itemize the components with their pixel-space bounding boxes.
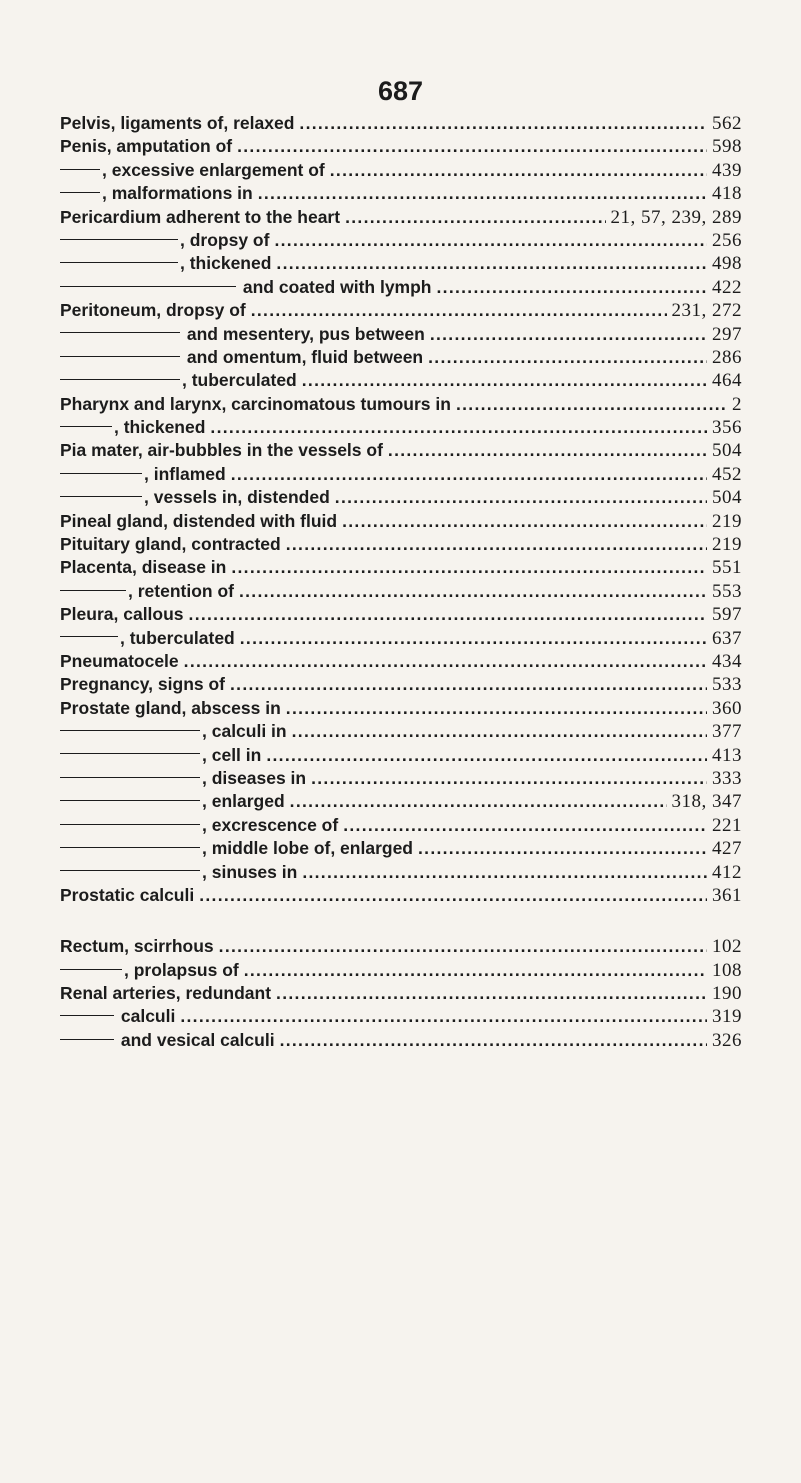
dot-leaders xyxy=(335,486,707,509)
ditto-dash xyxy=(60,636,118,637)
entry-pages: 413 xyxy=(712,744,742,766)
entry-pages: 427 xyxy=(712,838,742,860)
entry-text: Placenta, disease in xyxy=(60,557,227,578)
ditto-dash xyxy=(60,870,200,871)
entry-label xyxy=(60,814,338,837)
entry-text: , dropsy of xyxy=(180,229,270,250)
entry-text: , excessive enlargement of xyxy=(102,159,325,180)
entry-text: , prolapsus of xyxy=(124,959,239,980)
entry-label xyxy=(60,861,297,884)
dot-leaders xyxy=(251,299,667,322)
dot-leaders xyxy=(199,884,707,907)
dot-leaders xyxy=(276,252,707,275)
entry-label xyxy=(60,206,340,229)
dot-leaders xyxy=(330,159,707,182)
page-number: 687 xyxy=(377,76,424,106)
entry-label xyxy=(60,393,451,416)
entry-pages: 551 xyxy=(712,557,742,579)
index-entry xyxy=(60,369,742,392)
entry-label xyxy=(60,744,261,767)
entry-label xyxy=(60,767,306,790)
entry-label xyxy=(60,369,297,392)
dot-leaders xyxy=(274,229,707,252)
entry-pages: 219 xyxy=(712,534,742,556)
entry-text: Peritoneum, dropsy of xyxy=(60,300,246,321)
dot-leaders xyxy=(219,935,707,958)
dot-leaders xyxy=(418,837,707,860)
entry-pages: 297 xyxy=(712,323,742,345)
entry-text: , thickened xyxy=(114,417,206,438)
entry-pages: 219 xyxy=(712,510,742,532)
dot-leaders xyxy=(184,650,707,673)
ditto-dash xyxy=(60,777,200,778)
entry-label xyxy=(60,837,413,860)
ditto-dash xyxy=(60,356,180,357)
ditto-dash xyxy=(60,496,142,497)
dot-leaders xyxy=(345,206,605,229)
ditto-dash xyxy=(60,286,236,287)
ditto-dash xyxy=(60,590,126,591)
entry-label xyxy=(60,486,330,509)
dot-leaders xyxy=(189,603,707,626)
dot-leaders xyxy=(343,814,707,837)
entry-pages: 319 xyxy=(712,1006,742,1028)
dot-leaders xyxy=(230,673,707,696)
dot-leaders xyxy=(266,744,707,767)
entry-label xyxy=(60,463,226,486)
ditto-dash xyxy=(60,239,178,240)
entry-pages: 504 xyxy=(712,487,742,509)
dot-leaders xyxy=(428,346,707,369)
dot-leaders xyxy=(258,182,707,205)
ditto-dash xyxy=(60,969,122,970)
ditto-dash xyxy=(60,262,178,263)
index-entry xyxy=(60,206,742,229)
index-entry xyxy=(60,463,742,486)
index-entry xyxy=(60,814,742,837)
dot-leaders xyxy=(286,533,707,556)
entry-label xyxy=(60,697,281,720)
index-entry xyxy=(60,1029,742,1052)
index-entry xyxy=(60,393,742,416)
entry-pages: 418 xyxy=(712,183,742,205)
entry-pages: 102 xyxy=(712,936,742,958)
entry-pages: 434 xyxy=(712,650,742,672)
entry-pages: 360 xyxy=(712,697,742,719)
index-entry xyxy=(60,439,742,462)
dot-leaders xyxy=(231,463,707,486)
section-gap xyxy=(60,907,742,935)
dot-leaders xyxy=(302,861,707,884)
entry-pages: 377 xyxy=(712,721,742,743)
index-entry xyxy=(60,884,742,907)
index-entry xyxy=(60,346,742,369)
ditto-dash xyxy=(60,1039,114,1040)
index-entry xyxy=(60,135,742,158)
index-entry xyxy=(60,252,742,275)
entry-label xyxy=(60,627,235,650)
entry-text: Pharynx and larynx, carcinomatous tumours in xyxy=(60,393,451,414)
ditto-dash xyxy=(60,824,200,825)
ditto-dash xyxy=(60,169,100,170)
entry-label xyxy=(60,1029,275,1052)
entry-label xyxy=(60,182,253,205)
entry-pages: 286 xyxy=(712,346,742,368)
dot-leaders xyxy=(280,1029,707,1052)
entry-pages: 190 xyxy=(712,983,742,1005)
index-entry xyxy=(60,416,742,439)
entry-text: Prostatic calculi xyxy=(60,884,195,905)
index-entry xyxy=(60,861,742,884)
entry-pages: 108 xyxy=(712,959,742,981)
entry-label xyxy=(60,533,281,556)
index-entry xyxy=(60,182,742,205)
index-entry xyxy=(60,1005,742,1028)
index-group-p xyxy=(60,112,742,907)
entry-pages: 464 xyxy=(712,370,742,392)
index-entry xyxy=(60,767,742,790)
entry-pages: 637 xyxy=(712,627,742,649)
entry-pages: 21, 57, 239, 289 xyxy=(610,206,742,228)
entry-label xyxy=(60,603,184,626)
index-entry xyxy=(60,159,742,182)
index-entry xyxy=(60,673,742,696)
index-entry xyxy=(60,650,742,673)
dot-leaders xyxy=(292,720,707,743)
entry-label xyxy=(60,439,383,462)
index-entry xyxy=(60,837,742,860)
entry-pages: 533 xyxy=(712,674,742,696)
index-entry xyxy=(60,299,742,322)
index-entry xyxy=(60,533,742,556)
index-entry xyxy=(60,720,742,743)
entry-pages: 356 xyxy=(712,417,742,439)
entry-pages: 598 xyxy=(712,136,742,158)
index-entry xyxy=(60,982,742,1005)
ditto-dash xyxy=(60,332,180,333)
entry-pages: 326 xyxy=(712,1029,742,1051)
entry-label xyxy=(60,299,246,322)
dot-leaders xyxy=(210,416,707,439)
entry-label xyxy=(60,252,271,275)
dot-leaders xyxy=(388,439,707,462)
entry-pages: 562 xyxy=(712,113,742,134)
index-entry xyxy=(60,627,742,650)
ditto-dash xyxy=(60,800,200,801)
entry-label xyxy=(60,790,285,813)
entry-label xyxy=(60,650,179,673)
entry-pages: 498 xyxy=(712,253,742,275)
entry-text: , tuberculated xyxy=(182,370,297,391)
index-entry xyxy=(60,790,742,813)
entry-label xyxy=(60,884,194,907)
entry-pages: 2 xyxy=(732,393,742,415)
index-entry xyxy=(60,603,742,626)
index-entry xyxy=(60,580,742,603)
entry-text: , retention of xyxy=(128,580,234,601)
dot-leaders xyxy=(430,323,707,346)
entry-label xyxy=(60,416,205,439)
entry-text: Pneumatocele xyxy=(60,650,179,671)
entry-pages: 412 xyxy=(712,861,742,883)
entry-text: Penis, amputation of xyxy=(60,136,233,157)
entry-text: Pregnancy, signs of xyxy=(60,674,225,695)
dot-leaders xyxy=(231,556,707,579)
dot-leaders xyxy=(239,580,707,603)
entry-pages: 318, 347 xyxy=(671,791,742,813)
entry-pages: 231, 272 xyxy=(671,300,742,322)
entry-label xyxy=(60,673,225,696)
entry-label xyxy=(60,556,226,579)
entry-pages: 439 xyxy=(712,159,742,181)
entry-label xyxy=(60,580,234,603)
dot-leaders xyxy=(302,369,707,392)
entry-pages: 361 xyxy=(712,884,742,906)
dot-leaders xyxy=(299,112,707,135)
index-entry xyxy=(60,229,742,252)
dot-leaders xyxy=(456,393,727,416)
dot-leaders xyxy=(286,697,707,720)
entry-text: , malformations in xyxy=(102,183,253,204)
dot-leaders xyxy=(311,767,707,790)
entry-text: Pituitary gland, contracted xyxy=(60,534,281,555)
entry-label xyxy=(60,1005,175,1028)
index-entry xyxy=(60,959,742,982)
ditto-dash xyxy=(60,426,112,427)
entry-text: , sinuses in xyxy=(202,861,298,882)
entry-label xyxy=(60,229,269,252)
dot-leaders xyxy=(290,790,667,813)
index-group-r xyxy=(60,935,742,1052)
index-entry xyxy=(60,486,742,509)
entry-text: and coated with lymph xyxy=(238,276,432,297)
ditto-dash xyxy=(60,192,100,193)
entry-pages: 597 xyxy=(712,604,742,626)
entry-text: Pericardium adherent to the heart xyxy=(60,206,341,227)
ditto-dash xyxy=(60,379,180,380)
entry-text: , cell in xyxy=(202,744,262,765)
index-entry xyxy=(60,556,742,579)
dot-leaders xyxy=(180,1005,707,1028)
entry-label xyxy=(60,720,287,743)
entry-pages: 422 xyxy=(712,276,742,298)
dot-leaders xyxy=(240,627,707,650)
entry-text: and vesical calculi xyxy=(116,1029,275,1050)
entry-text: Rectum, scirrhous xyxy=(60,936,214,957)
entry-label xyxy=(60,276,432,299)
entry-pages: 553 xyxy=(712,580,742,602)
entry-pages: 452 xyxy=(712,463,742,485)
entry-text: , vessels in, distended xyxy=(144,487,330,508)
dot-leaders xyxy=(437,276,708,299)
index-entry xyxy=(60,935,742,958)
index-entry xyxy=(60,510,742,533)
entry-text: , diseases in xyxy=(202,767,307,788)
entry-text: Renal arteries, redundant xyxy=(60,983,272,1004)
ditto-dash xyxy=(60,753,200,754)
entry-label xyxy=(60,159,325,182)
entry-label xyxy=(60,346,423,369)
entry-text: Pleura, callous xyxy=(60,604,184,625)
dot-leaders xyxy=(276,982,707,1005)
entry-label xyxy=(60,323,425,346)
index-entry xyxy=(60,323,742,346)
index-entry xyxy=(60,697,742,720)
entry-pages: 333 xyxy=(712,767,742,789)
entry-text: calculi xyxy=(116,1006,176,1027)
entry-text: and mesentery, pus between xyxy=(182,323,425,344)
entry-text: , enlarged xyxy=(202,791,285,812)
ditto-dash xyxy=(60,473,142,474)
ditto-dash xyxy=(60,1015,114,1016)
index-entry xyxy=(60,744,742,767)
entry-text: , middle lobe of, enlarged xyxy=(202,838,413,859)
entry-label xyxy=(60,935,214,958)
entry-text: , tuberculated xyxy=(120,627,235,648)
index-entry xyxy=(60,112,742,135)
entry-pages: 221 xyxy=(712,814,742,836)
entry-text: , thickened xyxy=(180,253,272,274)
entry-text: Pineal gland, distended with fluid xyxy=(60,510,338,531)
entry-pages: 504 xyxy=(712,440,742,462)
entry-label xyxy=(60,982,271,1005)
index-entry xyxy=(60,276,742,299)
dot-leaders xyxy=(237,135,707,158)
entry-text: and omentum, fluid between xyxy=(182,346,424,367)
dot-leaders xyxy=(244,959,707,982)
entry-text: , excrescence of xyxy=(202,814,339,835)
entry-text: , calculi in xyxy=(202,721,287,742)
entry-text: Prostate gland, abscess in xyxy=(60,697,281,718)
dot-leaders xyxy=(342,510,707,533)
entry-text: Pelvis, ligaments of, relaxed xyxy=(60,113,295,133)
entry-label xyxy=(60,959,239,982)
entry-text: , inflamed xyxy=(144,463,226,484)
entry-label xyxy=(60,135,232,158)
entry-label xyxy=(60,112,294,135)
index-list xyxy=(60,112,742,1052)
entry-label xyxy=(60,510,337,533)
entry-pages: 256 xyxy=(712,229,742,251)
ditto-dash xyxy=(60,847,200,848)
ditto-dash xyxy=(60,730,200,731)
entry-text: Pia mater, air-bubbles in the vessels of xyxy=(60,440,383,461)
